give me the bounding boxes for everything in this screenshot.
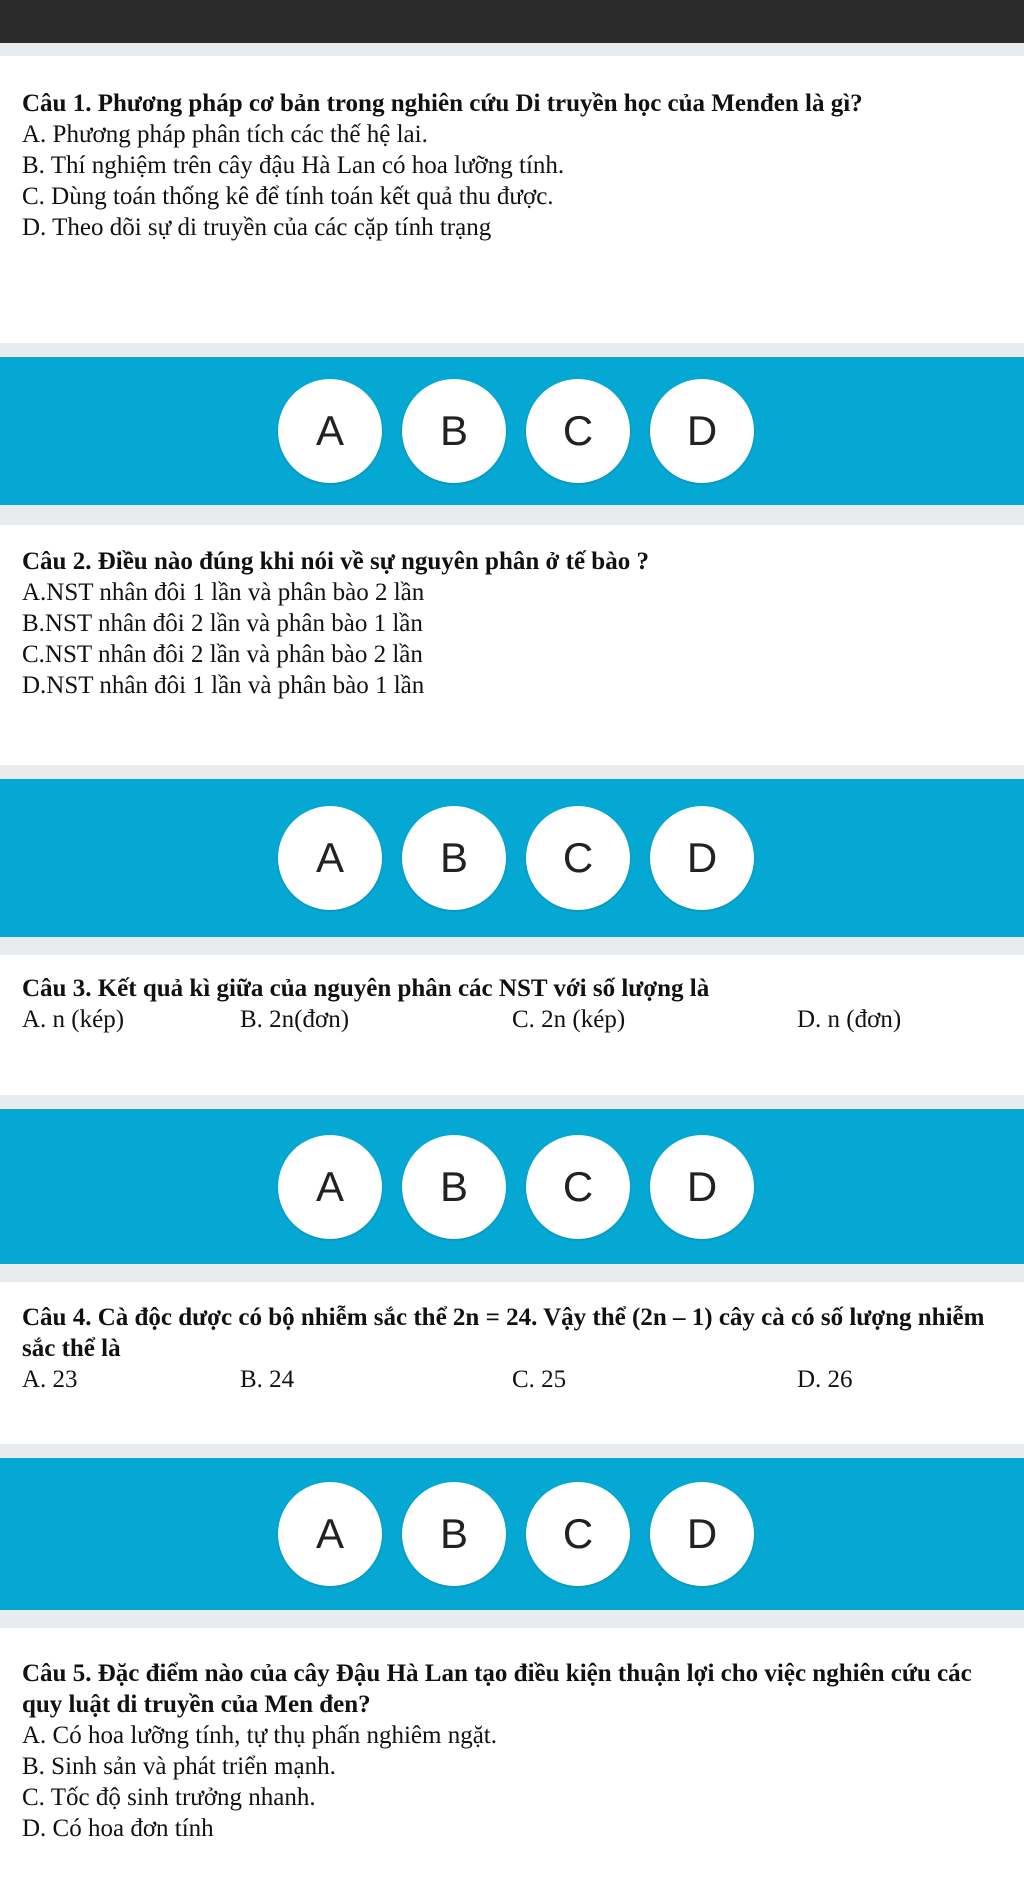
question-4-option-b: B. 24 bbox=[240, 1366, 295, 1393]
answer-d-button[interactable]: D bbox=[650, 806, 754, 910]
separator bbox=[0, 343, 1024, 357]
answer-b-button[interactable]: B bbox=[402, 1135, 506, 1239]
question-4-option-d: D. 26 bbox=[797, 1366, 853, 1393]
question-5-title: Câu 5. Đặc điểm nào của cây Đậu Hà Lan tạo điều kiện thuận lợi cho việc nghiên cứu các quy luật di truyền của Men đen? bbox=[22, 1660, 972, 1718]
question-2-option-a: A.NST nhân đôi 1 lần và phân bào 2 lần bbox=[22, 579, 425, 606]
answer-b-button[interactable]: B bbox=[402, 806, 506, 910]
answer-band-1 bbox=[0, 357, 1024, 505]
separator bbox=[0, 1095, 1024, 1109]
answer-c-button[interactable]: C bbox=[526, 1482, 630, 1586]
question-2-title: Câu 2. Điều nào đúng khi nói về sự nguyên phân ở tế bào ? bbox=[22, 548, 649, 575]
question-2 bbox=[22, 546, 1012, 701]
question-1-option-b: B. Thí nghiệm trên cây đậu Hà Lan có hoa lưỡng tính. bbox=[22, 152, 565, 179]
question-1-option-d: D. Theo dõi sự di truyền của các cặp tính trạng bbox=[22, 214, 492, 241]
question-4 bbox=[22, 1302, 1012, 1395]
separator bbox=[0, 1610, 1024, 1628]
answer-d-button[interactable]: D bbox=[650, 379, 754, 483]
separator bbox=[0, 43, 1024, 56]
question-5 bbox=[22, 1658, 1012, 1844]
answer-c-button[interactable]: C bbox=[526, 379, 630, 483]
answer-b-button[interactable]: B bbox=[402, 1482, 506, 1586]
question-5-option-d: D. Có hoa đơn tính bbox=[22, 1815, 214, 1842]
question-3 bbox=[22, 973, 1012, 1035]
question-2-option-b: B.NST nhân đôi 2 lần và phân bào 1 lần bbox=[22, 610, 423, 637]
separator bbox=[0, 505, 1024, 525]
answer-a-button[interactable]: A bbox=[278, 806, 382, 910]
answer-c-button[interactable]: C bbox=[526, 1135, 630, 1239]
answer-c-button[interactable]: C bbox=[526, 806, 630, 910]
question-3-option-c: C. 2n (kép) bbox=[512, 1006, 626, 1033]
question-5-option-a: A. Có hoa lưỡng tính, tự thụ phấn nghiêm ngặt. bbox=[22, 1722, 497, 1749]
question-5-option-b: B. Sinh sản và phát triển mạnh. bbox=[22, 1753, 336, 1780]
question-4-option-a: A. 23 bbox=[22, 1366, 78, 1393]
answer-d-button[interactable]: D bbox=[650, 1482, 754, 1586]
question-3-option-d: D. n (đơn) bbox=[797, 1006, 902, 1033]
top-bar bbox=[0, 0, 1024, 43]
separator bbox=[0, 937, 1024, 955]
answer-band-3 bbox=[0, 1109, 1024, 1264]
question-4-title: Câu 4. Cà độc dược có bộ nhiễm sắc thể 2n = 24. Vậy thể (2n – 1) cây cà có số lượng nhiễm sắc thể là bbox=[22, 1304, 985, 1362]
answer-a-button[interactable]: A bbox=[278, 1135, 382, 1239]
answer-a-button[interactable]: A bbox=[278, 379, 382, 483]
question-3-option-a: A. n (kép) bbox=[22, 1006, 125, 1033]
answer-b-button[interactable]: B bbox=[402, 379, 506, 483]
question-5-option-c: C. Tốc độ sinh trưởng nhanh. bbox=[22, 1784, 316, 1811]
question-4-option-c: C. 25 bbox=[512, 1366, 567, 1393]
separator bbox=[0, 1264, 1024, 1282]
question-2-option-d: D.NST nhân đôi 1 lần và phân bào 1 lần bbox=[22, 672, 425, 699]
question-1-option-a: A. Phương pháp phân tích các thế hệ lai. bbox=[22, 121, 428, 148]
answer-d-button[interactable]: D bbox=[650, 1135, 754, 1239]
question-3-title: Câu 3. Kết quả kì giữa của nguyên phân các NST với số lượng là bbox=[22, 975, 710, 1002]
answer-a-button[interactable]: A bbox=[278, 1482, 382, 1586]
question-1-title: Câu 1. Phương pháp cơ bản trong nghiên cứu Di truyền học của Menđen là gì? bbox=[22, 90, 863, 117]
answer-band-2 bbox=[0, 779, 1024, 937]
separator bbox=[0, 765, 1024, 779]
answer-band-4 bbox=[0, 1458, 1024, 1610]
question-3-option-b: B. 2n(đơn) bbox=[240, 1006, 350, 1033]
question-1 bbox=[22, 88, 1012, 243]
question-2-option-c: C.NST nhân đôi 2 lần và phân bào 2 lần bbox=[22, 641, 423, 668]
question-1-option-c: C. Dùng toán thống kê để tính toán kết quả thu được. bbox=[22, 183, 554, 210]
separator bbox=[0, 1444, 1024, 1458]
